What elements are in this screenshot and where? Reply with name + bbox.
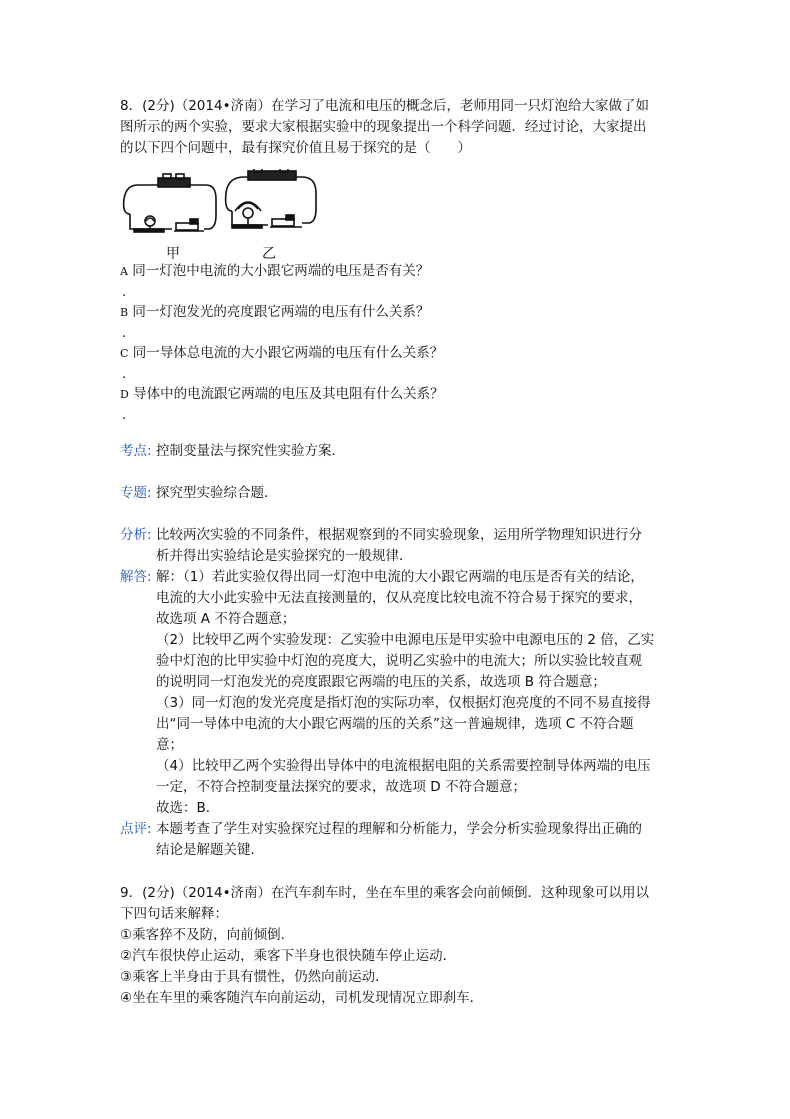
- choice-text: 同一导体总电流的大小跟它两端的电压有什么关系？: [132, 345, 444, 361]
- jieda-body: [156, 567, 680, 819]
- choice-b: [120, 302, 680, 323]
- kaodian-text: 控制变量法与探究性实验方案．: [156, 443, 345, 459]
- jieda-line: 故选：B．: [156, 800, 220, 816]
- choice-text: 同一灯泡中电流的大小跟它两端的电压是否有关？: [132, 263, 430, 279]
- choice-text: 同一灯泡发光的亮度跟它两端的电压有什么关系？: [132, 304, 430, 320]
- question-9-item: ③乘客上半身由于具有惯性，仍然向前运动．: [120, 969, 389, 985]
- dianping-label: 点评:: [120, 821, 152, 837]
- jieda-line: 解：（1）若此实验仅得出同一灯泡中电流的大小跟它两端的电压是否有关的结论，: [156, 569, 644, 585]
- choice-letter: D: [120, 388, 129, 401]
- circuit-figure: [120, 169, 340, 261]
- choice-dot: .: [122, 407, 127, 423]
- fenxi-body: [156, 525, 680, 567]
- fenxi-label: 分析:: [120, 527, 152, 543]
- question-9-item: ①乘客猝不及防，向前倾倒．: [120, 927, 295, 943]
- choice-letter: C: [120, 347, 129, 360]
- dianping-line: 本题考查了学生对实验探究过程的理解和分析能力，学会分析实验现象得出正确的: [156, 821, 642, 837]
- document-page: [120, 96, 680, 1009]
- question-8-line-1: 8．(2分)（2014•济南）在学习了电流和电压的概念后，老师用同一只灯泡给大家做了如: [120, 98, 650, 114]
- question-9-item: ②汽车很快停止运动，乘客下半身也很快随车停止运动．: [120, 948, 457, 964]
- jieda-line: 验中灯泡的比甲实验中灯泡的亮度大，说明乙实验中的电流大；所以实验比较直观: [156, 653, 642, 669]
- question-8-line-2: 图所示的两个实验，要求大家根据实验中的现象提出一个科学问题．经过讨论，大家提出: [120, 119, 647, 135]
- jieda-line: 一定，不符合控制变量法探究的要求，故选项 D 不符合题意；: [156, 779, 526, 795]
- circuit-diagram-icon: [120, 169, 340, 249]
- choice-dot: .: [122, 325, 127, 341]
- choice-d: [120, 384, 680, 405]
- choice-dot: .: [122, 284, 127, 300]
- dianping-body: [156, 819, 680, 861]
- question-9: [120, 883, 680, 1009]
- jieda-line: 出“同一导体中电流的大小跟它两端的压的关系”这一普遍规律，选项 C 不符合题: [156, 716, 634, 732]
- choice-text: 导体中的电流跟它两端的电压及其电阻有什么关系？: [133, 386, 444, 402]
- jieda-line: 故选项 A 不符合题意；: [156, 611, 296, 627]
- zhuanti-label: 专题:: [120, 485, 152, 501]
- choice-dot: .: [122, 366, 127, 382]
- figure-label-yi: 乙: [262, 246, 276, 262]
- choice-c: [120, 343, 680, 364]
- choice-a: [120, 261, 680, 282]
- kaodian-label: 考点:: [120, 443, 152, 459]
- jieda-line: （4）比较甲乙两个实验得出导体中的电流根据电阻的关系需要控制导体两端的电压: [156, 758, 651, 774]
- jieda-line: 意；: [156, 737, 183, 753]
- question-9-item: ④坐在车里的乘客随汽车向前运动，司机发现情况立即刹车．: [120, 990, 484, 1006]
- question-8-line-3: 的以下四个问题中，最有探究价值且易于探究的是（ ）: [120, 140, 471, 156]
- jieda-line: 电流的大小此实验中无法直接测量的，仅从亮度比较电流不符合易于探究的要求，: [156, 590, 642, 606]
- jieda-line: （2）比较甲乙两个实验发现：乙实验中电源电压是甲实验中电源电压的 2 倍，乙实: [156, 632, 655, 648]
- analysis-section: [120, 441, 680, 861]
- dianping-row: [120, 819, 680, 861]
- fenxi-row: [120, 525, 680, 567]
- dianping-line: 结论是解题关键．: [156, 842, 264, 858]
- jieda-row: [120, 567, 680, 819]
- choice-letter: B: [120, 306, 129, 319]
- jieda-label: 解答:: [120, 569, 152, 585]
- choices-list: [120, 261, 680, 425]
- choice-letter: A: [120, 265, 128, 278]
- kaodian-row: [120, 441, 680, 462]
- jieda-line: 的说明同一灯泡发光的亮度跟跟它两端的电压的关系，故选项 B 符合题意；: [156, 674, 606, 690]
- figure-label-jia: 甲: [166, 246, 180, 262]
- jieda-line: （3）同一灯泡的发光亮度是指灯泡的实际功率，仅根据灯泡亮度的不同不易直接得: [156, 695, 651, 711]
- question-8: [120, 96, 680, 425]
- fenxi-line: 比较两次实验的不同条件，根据观察到的不同实验现象，运用所学物理知识进行分: [156, 527, 642, 543]
- question-9-line-2: 下四句话来解释：: [120, 906, 228, 922]
- zhuanti-text: 探究型实验综合题．: [156, 485, 278, 501]
- question-9-line-1: 9．(2分)（2014•济南）在汽车刹车时，坐在车里的乘客会向前倾倒．这种现象可以用以: [120, 885, 650, 901]
- zhuanti-row: [120, 483, 680, 504]
- fenxi-line: 析并得出实验结论是实验探究的一般规律．: [156, 548, 413, 564]
